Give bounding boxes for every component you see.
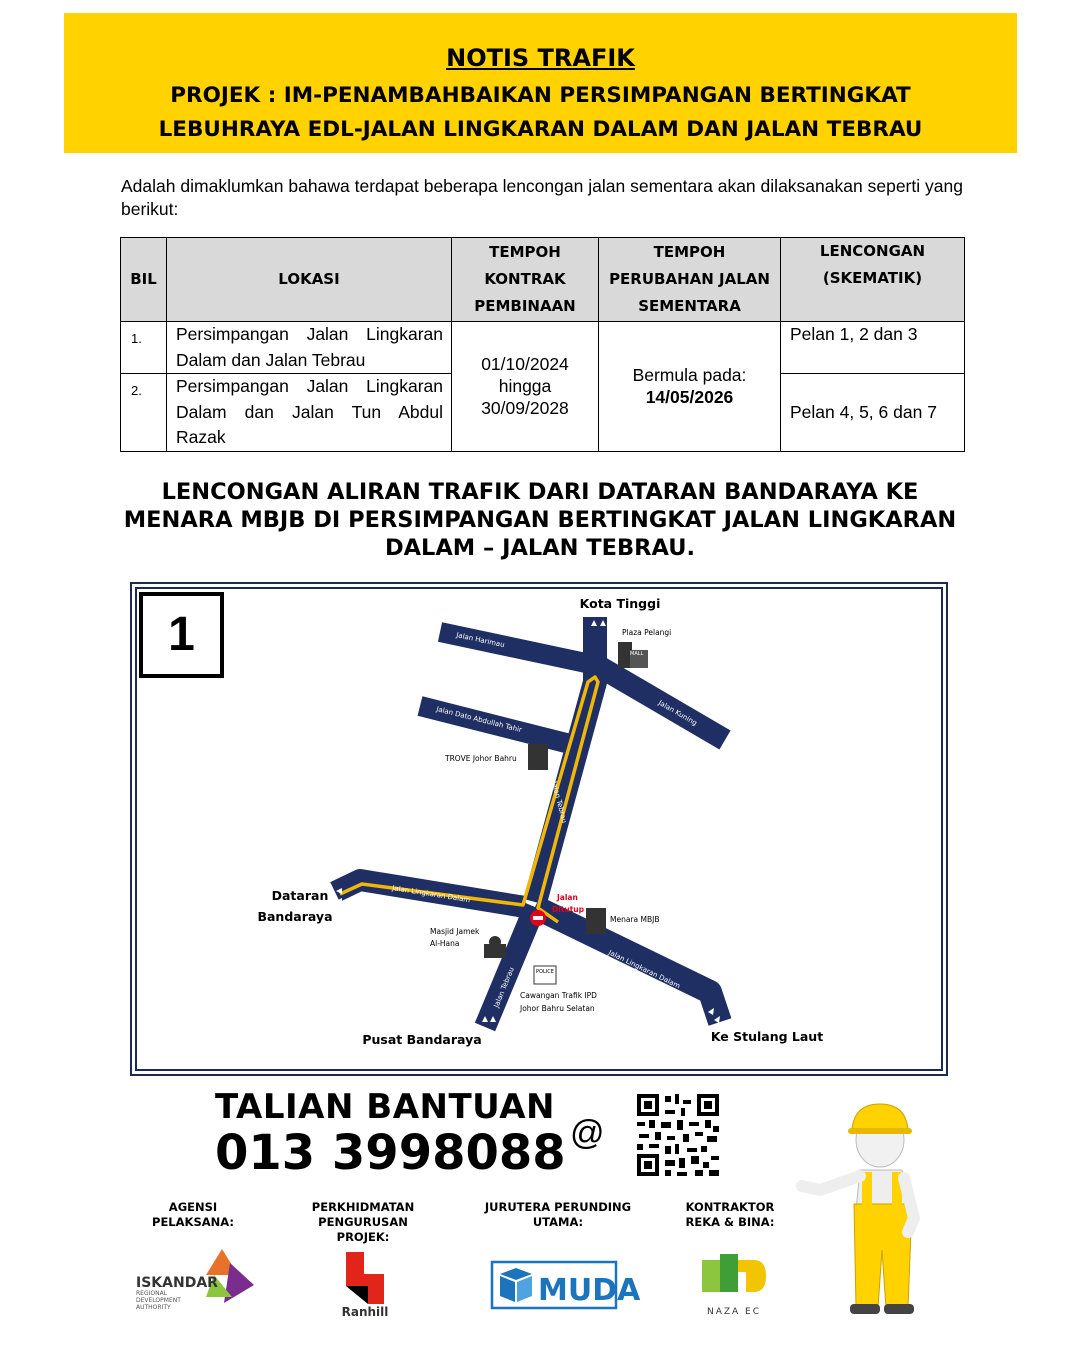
header-perubahan: [599, 238, 781, 322]
org-role-line: PELAKSANA:: [152, 1215, 234, 1229]
label-jalan-tebrau-south: Jalan Tebrau: [492, 966, 516, 1009]
notice-title: NOTIS TRAFIK: [446, 44, 635, 72]
headline-line: LENCONGAN ALIRAN TRAFIK DARI DATARAN BANDARAYA KE: [161, 479, 919, 505]
org-role-line: PERKHIDMATAN: [311, 1200, 415, 1214]
label-police: POLICE: [536, 969, 554, 975]
intro-text: Adalah dimaklumkan bahawa terdapat beberapa lencongan jalan sementara akan dilaksanakan seperti yang berikut:: [121, 176, 963, 219]
ranhill-logo: [328, 1248, 402, 1320]
label-dataran-2: Bandaraya: [257, 909, 333, 924]
header-lokasi: LOKASI: [167, 238, 452, 322]
perubahan-label: Bermula pada:: [632, 365, 747, 386]
detour-headline: [110, 478, 970, 562]
row-bil: 2.: [121, 374, 167, 452]
label-jalan-harimau: Jalan Harimau: [455, 631, 506, 650]
naza-logo: [694, 1246, 774, 1320]
row-lokasi: Persimpangan Jalan Lingkaran Dalam dan Jalan Tebrau: [167, 322, 452, 374]
detour-map: [130, 582, 948, 1076]
notice-banner: [64, 13, 1017, 153]
table-header-row: [121, 238, 965, 322]
ranhill-name: Ranhill: [341, 1305, 389, 1319]
helpline-phone[interactable]: 013 3998088: [215, 1125, 566, 1181]
org-role-line: JURUTERA PERUNDING: [484, 1200, 632, 1214]
row-bil: 1.: [121, 322, 167, 374]
label-pusat-bandaraya: Pusat Bandaraya: [362, 1032, 482, 1047]
row-lencongan: Pelan 4, 5, 6 dan 7: [781, 374, 965, 452]
label-jalan-kuning: Jalan Kuning: [657, 698, 699, 728]
at-sign: @: [570, 1114, 605, 1152]
row-lencongan: Pelan 1, 2 dan 3: [781, 322, 965, 374]
org-role-line: PENGURUSAN PROJEK:: [318, 1215, 408, 1244]
label-trove: TROVE Johor Bahru: [445, 754, 517, 763]
plan-number: 1: [139, 592, 224, 678]
iskandar-sub: REGIONAL: [136, 1290, 168, 1297]
org-role-line: KONTRAKTOR: [685, 1200, 775, 1214]
header-lencongan-line: LENCONGAN: [819, 242, 926, 260]
label-ditutup-2: Ditutup: [552, 905, 585, 914]
org-pengurusan-role: [290, 1200, 436, 1245]
table-row: [121, 322, 965, 374]
kontrak-period: [452, 322, 599, 452]
header-bil: BIL: [121, 238, 167, 322]
muda-logo: [490, 1260, 641, 1310]
iskandar-name: ISKANDAR: [136, 1275, 218, 1291]
header-perubahan-line: SEMENTARA: [638, 297, 741, 315]
headline-line: DALAM – JALAN TEBRAU.: [384, 535, 696, 561]
label-kota-tinggi: Kota Tinggi: [579, 596, 661, 611]
label-dataran-1: Dataran: [271, 888, 329, 903]
kontrak-start: 01/10/2024: [481, 354, 569, 375]
label-ditutup-1: Jalan: [557, 893, 578, 902]
project-title-line2: LEBUHRAYA EDL-JALAN LINGKARAN DALAM DAN JALAN TEBRAU: [158, 117, 923, 142]
mosque-icon: [484, 936, 506, 958]
org-role-line: UTAMA:: [532, 1215, 584, 1229]
org-role-line: AGENSI: [168, 1200, 218, 1214]
label-stulang-laut: Ke Stulang Laut: [710, 1029, 824, 1044]
label-cawangan-2: Johor Bahru Selatan: [520, 1004, 595, 1013]
headline-line: MENARA MBJB DI PERSIMPANGAN BERTINGKAT JALAN LINGKARAN: [123, 507, 957, 533]
header-perubahan-line: PERUBAHAN JALAN: [609, 270, 770, 288]
header-kontrak-line: PEMBINAAN: [474, 297, 576, 315]
label-jalan-tebrau-north: Jalan Tebrau: [550, 780, 569, 824]
project-title-line1: PROJEK : IM-PENAMBAHBAIKAN PERSIMPANGAN BERTINGKAT: [170, 83, 911, 108]
row-lokasi: Persimpangan Jalan Lingkaran Dalam dan Jalan Tun Abdul Razak: [167, 374, 452, 452]
worker-figure-icon: [790, 1100, 935, 1315]
org-role-line: REKA & BINA:: [685, 1215, 775, 1229]
menara-building-icon: [586, 908, 606, 934]
label-lingkaran-east: Jalan Lingkaran Dalam: [607, 948, 682, 991]
header-perubahan-line: TEMPOH: [653, 243, 726, 261]
label-menara-mbjb: Menara MBJB: [610, 915, 660, 924]
label-jalan-dato: Jalan Dato Abdullah Tahir: [435, 705, 523, 735]
header-kontrak-line: KONTRAK: [484, 270, 566, 288]
kontrak-end: 30/09/2028: [481, 398, 569, 419]
org-kontraktor-role: [680, 1200, 780, 1230]
label-cawangan-1: Cawangan Trafik IPD: [520, 991, 597, 1000]
iskandar-logo: [134, 1245, 262, 1315]
iskandar-sub: AUTHORITY: [136, 1304, 171, 1311]
perubahan-period: [599, 322, 781, 452]
detour-table: [120, 237, 965, 452]
label-plaza-pelangi: Plaza Pelangi: [622, 628, 672, 637]
perubahan-date: 14/05/2026: [645, 387, 734, 408]
header-lencongan: [781, 238, 965, 322]
iskandar-sub: DEVELOPMENT: [136, 1297, 181, 1304]
label-masjid-1: Masjid Jamek: [430, 927, 480, 936]
kontrak-mid: hingga: [498, 376, 552, 397]
qr-code-icon[interactable]: [635, 1092, 721, 1178]
muda-name: MUDA: [538, 1273, 641, 1308]
org-perunding-role: [484, 1200, 632, 1230]
naza-name: NAZA EC: [706, 1307, 762, 1317]
label-masjid-2: Al-Hana: [430, 939, 460, 948]
label-mall: MALL: [630, 651, 644, 657]
header-kontrak: [452, 238, 599, 322]
trove-building-icon: [528, 744, 548, 770]
header-lencongan-line: (SKEMATIK): [822, 269, 923, 287]
org-agensi-role: [150, 1200, 236, 1230]
header-kontrak-line: TEMPOH: [489, 243, 561, 261]
helpline-title: TALIAN BANTUAN: [215, 1087, 555, 1127]
label-lingkaran-west: Jalan Lingkaran Dalam: [391, 884, 471, 905]
project-title: [64, 79, 1017, 147]
